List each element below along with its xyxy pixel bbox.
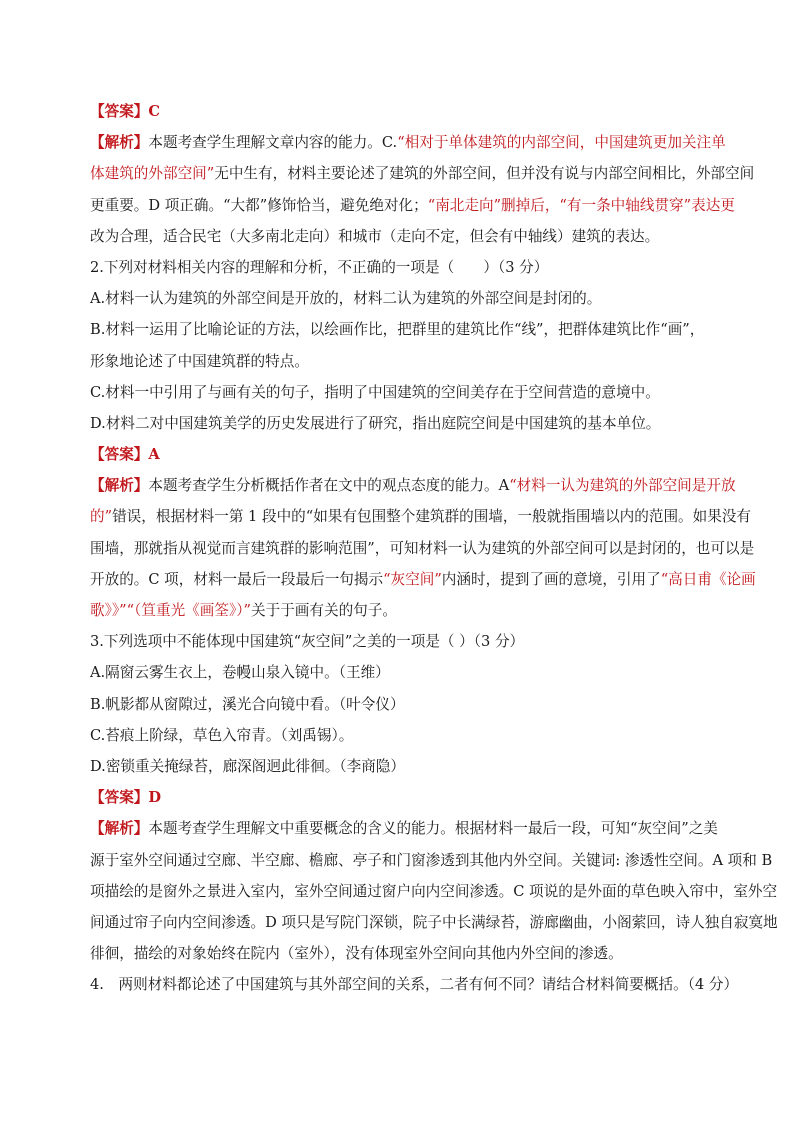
q1-analysis-line-4 (90, 221, 730, 252)
q2-option-c: C.材料一中引用了与画有关的句子，指明了中国建筑的空间美存在于空间营造的意境中。 (90, 383, 660, 401)
q1-analysis-line-3 (90, 190, 735, 221)
q2-analysis-line-1 (90, 470, 736, 501)
analysis-text: 改为合理，适合民宅（大多南北走向）和城市（走向不定，但会有中轴线）建筑的表达。 (90, 227, 660, 245)
analysis-quote: 的” (90, 508, 113, 526)
q2-option-d: D.材料二对中国建筑美学的历史发展进行了研究，指出庭院空间是中国建筑的基本单位。 (90, 414, 661, 432)
answer-tag: 【答案】 (90, 789, 149, 807)
q2-analysis-line-2 (90, 501, 752, 532)
answer-tag: 【答案】 (90, 103, 149, 120)
analysis-tag: 【解析】 (90, 820, 149, 838)
q2-analysis-line-5 (90, 595, 730, 626)
analysis-text: 更重要。D 项正确。“大都”修饰恰当，避免绝对化； (90, 196, 428, 214)
analysis-quote: “高日甫《论画 (660, 570, 756, 588)
analysis-quote: “南北走向”删掉后， (427, 196, 560, 214)
analysis-quote: 体建筑的外部空间” (90, 165, 215, 183)
q3-option-a: A.隔窗云雾生衣上，卷幔山泉入镜中。（王维） (90, 664, 390, 682)
q3-analysis-line-4: 间通过帘子向内空间渗透。D 项只是写院门深锁，院子中长满绿苔，游廊幽曲，小阁萦回，诗人独自寂寞地 (90, 913, 778, 931)
analysis-text: 本题考查学生理解文中重要概念的含义的能力。根据材料一最后一段，可知“灰空间”之美 (148, 820, 718, 838)
analysis-quote: “相对于单体建筑的内部空间，中国建筑更加关注单 (397, 134, 726, 152)
answer-value: D (148, 789, 162, 807)
analysis-tag: 【解析】 (90, 477, 149, 495)
answer-value: A (148, 446, 160, 464)
q2-analysis-line-3: 围墙，那就指从视觉而言建筑群的影响范围”，可知材料一认为建筑的外部空间可以是封闭的，也可以是 (90, 539, 755, 557)
q3-stem: 3.下列选项中不能体现中国建筑“灰空间”之美的一项是（ ）（3 分） (90, 633, 525, 651)
q3-analysis-line-2: 源于室外空间通过空廊、半空廊、檐廊、亭子和门窗渗透到其他内外空间。关键词: 渗透性空间。A 项和 B (90, 851, 773, 869)
q3-analysis-line-3: 项描绘的是窗外之景进入室内，室外空间通过窗户向内空间渗透。C 项说的是外面的草色映入帘中，室外空 (90, 882, 778, 900)
analysis-text: 本题考查学生理解文章内容的能力。C. (148, 134, 398, 152)
q1-analysis-line-2 (90, 158, 755, 189)
document-body (90, 96, 778, 1000)
analysis-quote: 歌》》”“（笪重光《画筌》）” (90, 602, 252, 619)
analysis-text: 开放的。C 项，材料一最后一段最后一句揭示 (90, 570, 384, 588)
analysis-quote: “有一条中轴线贯穿”表达更 (559, 196, 735, 214)
analysis-tag: 【解析】 (90, 134, 149, 152)
q2-option-a: A.材料一认为建筑的外部空间是开放的，材料二认为建筑的外部空间是封闭的。 (90, 290, 602, 308)
analysis-text: 关于于画有关的句子。 (251, 602, 397, 619)
q3-option-b: B.帆影都从窗隙过，溪光合向镜中看。（叶令仪） (90, 695, 405, 713)
q2-option-b: B.材料一运用了比喻论证的方法，以绘画作比，把群里的建筑比作“线”，把群体建筑比作“画”， (90, 321, 705, 339)
analysis-quote: “灰空间” (383, 570, 442, 588)
q4-stem: 4. 两则材料都论述了中国建筑与其外部空间的关系，二者有何不同？请结合材料简要概括。（4 分） (90, 976, 739, 994)
answer-value: C (148, 103, 161, 120)
analysis-text: 内涵时，提到了画的意境，引用了 (441, 570, 661, 588)
q2-answer (90, 439, 730, 470)
q2-analysis-line-4 (90, 564, 756, 595)
q3-option-c: C.苔痕上阶绿，草色入帘青。（刘禹锡）。 (90, 726, 354, 744)
q3-option-d: D.密锁重关掩绿苔，廊深阁迥此徘徊。（李商隐） (90, 757, 405, 775)
q3-analysis-line-5: 徘徊，描绘的对象始终在院内（室外），没有体现室外空间向其他内外空间的渗透。 (90, 945, 623, 963)
q2-stem: 2.下列对材料相关内容的理解和分析，不正确的一项是（ ）（3 分） (90, 258, 549, 276)
analysis-quote: “材料一认为建筑的外部空间是开放 (509, 477, 736, 495)
analysis-text: 错误，根据材料一第 1 段中的“如果有包围整个建筑群的围墙，一般就指围墙以内的范围。如果没有 (112, 508, 752, 526)
q2-option-b-cont: 形象地论述了中国建筑群的特点。 (90, 352, 309, 370)
q1-analysis-line-1 (90, 127, 730, 158)
analysis-text: 本题考查学生分析概括作者在文中的观点态度的能力。A (148, 477, 510, 495)
q3-analysis-line-1 (90, 813, 730, 844)
q3-answer (90, 782, 730, 813)
q1-answer (90, 96, 730, 127)
analysis-text: 无中生有，材料主要论述了建筑的外部空间，但并没有说与内部空间相比，外部空间 (214, 165, 755, 183)
answer-tag: 【答案】 (90, 446, 149, 464)
